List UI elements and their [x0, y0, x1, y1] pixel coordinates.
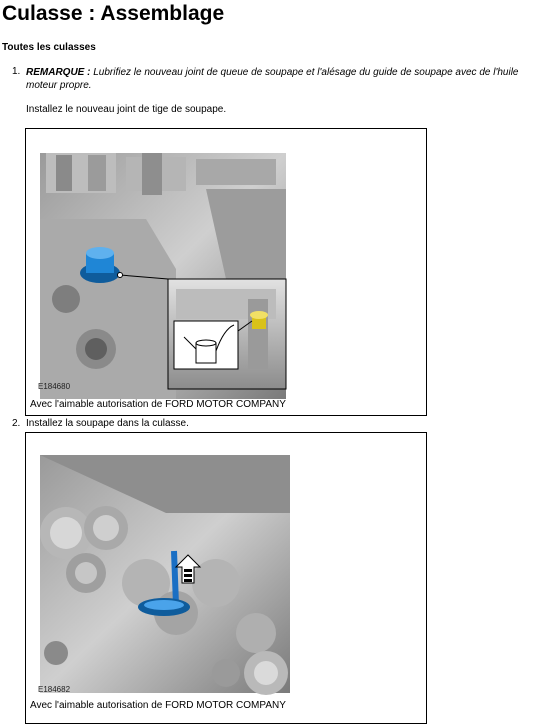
- figure-1: [25, 128, 427, 416]
- figure-id: E184682: [38, 685, 71, 694]
- step-instruction: Installez le nouveau joint de tige de soupape.: [26, 104, 227, 115]
- step-number: 1.: [12, 66, 21, 77]
- cylinder-head-seal-illustration: [26, 129, 426, 415]
- step-note: [26, 66, 526, 92]
- figure-caption: Avec l'aimable autorisation de FORD MOTOR COMPANY: [30, 700, 286, 711]
- figure-caption: Avec l'aimable autorisation de FORD MOTOR COMPANY: [30, 399, 286, 410]
- step-number: 2.: [12, 418, 21, 429]
- figure-2: [25, 432, 427, 724]
- valve-install-illustration: [26, 433, 426, 723]
- figure-id: E184680: [38, 382, 71, 391]
- page-title: Culasse : Assemblage: [2, 2, 225, 25]
- section-heading: Toutes les culasses: [2, 42, 96, 53]
- note-label: REMARQUE :: [26, 67, 91, 78]
- note-text: Lubrifiez le nouveau joint de queue de soupape et l'alésage du guide de soupape avec de l'huile moteur propre.: [26, 67, 519, 91]
- step-instruction: Installez la soupape dans la culasse.: [26, 418, 189, 429]
